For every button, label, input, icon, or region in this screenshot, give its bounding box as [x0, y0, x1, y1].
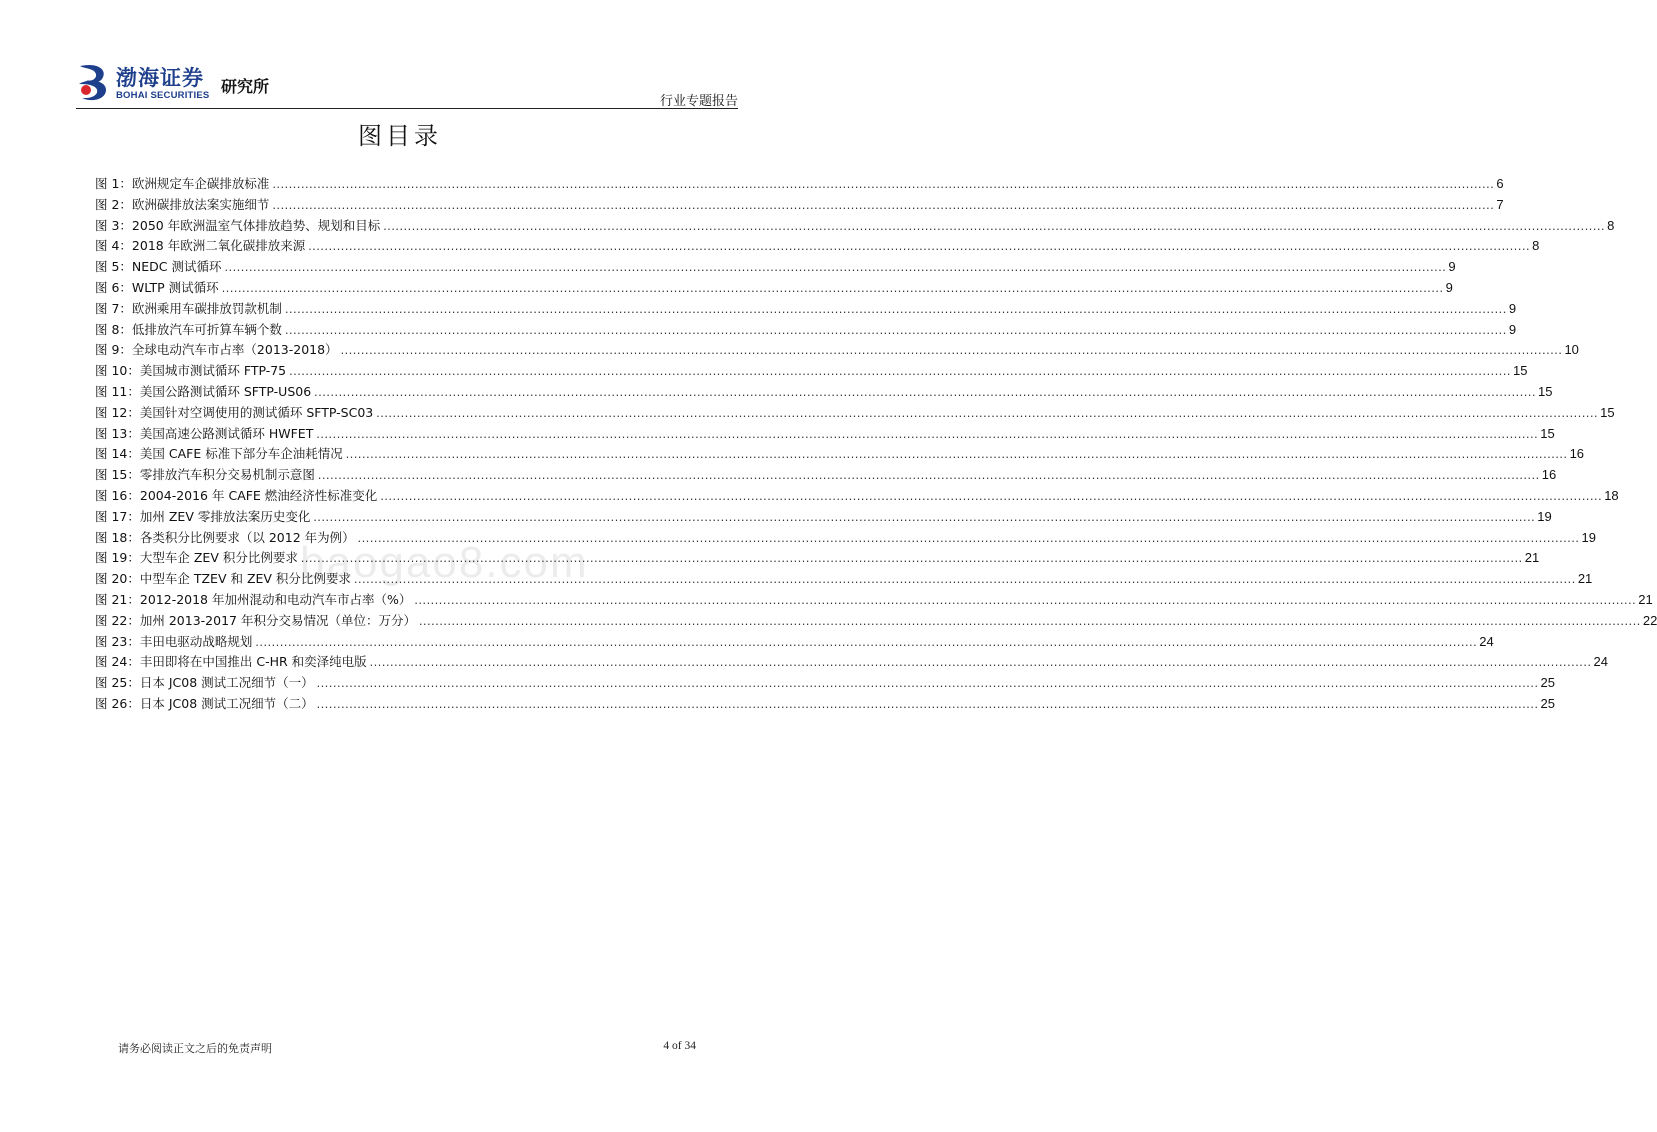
toc-entry-page: 15 — [1538, 383, 1553, 399]
toc-dot-leader: ............................................................................................................................................................................................................................................................................................................ — [289, 364, 1512, 379]
toc-entry-title: 图 23：丰田电驱动战略规划 — [95, 633, 253, 649]
toc-entry-title: 图 4：2018 年欧洲二氧化碳排放来源 — [95, 238, 306, 254]
figure-list — [95, 174, 1657, 715]
toc-entry[interactable] — [95, 382, 1553, 403]
toc-dot-leader: ............................................................................................................................................................................................................................................................................................................ — [255, 634, 1478, 649]
toc-entry-title: 图 7：欧洲乘用车碳排放罚款机制 — [95, 300, 282, 316]
toc-entry-title: 图 16：2004-2016 年 CAFE 燃油经济性标准变化 — [95, 487, 378, 503]
toc-entry[interactable] — [95, 340, 1579, 361]
toc-entry-page: 22 — [1642, 612, 1657, 628]
page-indicator: 4 of 34 — [663, 1040, 696, 1052]
toc-entry-title: 图 17：加州 ZEV 零排放法案历史变化 — [95, 508, 311, 524]
toc-entry-title: 图 2：欧洲碳排放法案实施细节 — [95, 196, 270, 212]
toc-entry[interactable] — [95, 652, 1608, 673]
page-title: 图目录 — [358, 122, 442, 150]
toc-dot-leader: ............................................................................................................................................................................................................................................................................................................ — [369, 655, 1592, 670]
header-divider — [76, 108, 738, 109]
toc-entry[interactable] — [95, 548, 1540, 569]
toc-dot-leader: ............................................................................................................................................................................................................................................................................................................ — [340, 343, 1563, 358]
toc-entry-title: 图 10：美国城市测试循环 FTP-75 — [95, 363, 287, 379]
toc-entry-page: 15 — [1513, 363, 1528, 379]
toc-entry[interactable] — [95, 694, 1555, 715]
toc-entry[interactable] — [95, 444, 1585, 465]
toc-entry-title: 图 12：美国针对空调使用的测试循环 SFTP-SC03 — [95, 404, 374, 420]
toc-dot-leader: ............................................................................................................................................................................................................................................................................................................ — [300, 551, 1523, 566]
toc-entry[interactable] — [95, 216, 1615, 237]
page-header — [76, 58, 738, 110]
toc-entry[interactable] — [95, 611, 1657, 632]
logo-english-name: BOHAI SECURITIES — [116, 90, 210, 101]
toc-entry-title: 图 6：WLTP 测试循环 — [95, 279, 219, 295]
toc-entry-title: 图 5：NEDC 测试循环 — [95, 259, 222, 275]
toc-entry-title: 图 11：美国公路测试循环 SFTP-US06 — [95, 383, 312, 399]
toc-dot-leader: ............................................................................................................................................................................................................................................................................................................ — [345, 447, 1568, 462]
toc-entry[interactable] — [95, 257, 1456, 278]
toc-entry-page: 19 — [1581, 529, 1596, 545]
toc-entry-page: 8 — [1607, 217, 1615, 233]
toc-dot-leader: ............................................................................................................................................................................................................................................................................................................ — [272, 177, 1495, 191]
toc-entry-title: 图 1：欧洲规定车企碳排放标准 — [95, 176, 270, 191]
toc-entry[interactable] — [95, 236, 1540, 257]
toc-entry[interactable] — [95, 403, 1615, 424]
toc-entry[interactable] — [95, 195, 1504, 216]
institute-label: 研究所 — [221, 77, 270, 96]
toc-entry-title: 图 22：加州 2013-2017 年积分交易情况（单位：万分） — [95, 612, 416, 628]
toc-entry[interactable] — [95, 632, 1494, 653]
toc-entry-page: 24 — [1593, 654, 1608, 670]
toc-dot-leader: ............................................................................................................................................................................................................................................................................................................ — [221, 280, 1444, 295]
toc-entry-page: 10 — [1564, 342, 1579, 358]
toc-dot-leader: ............................................................................................................................................................................................................................................................................................................ — [284, 301, 1507, 316]
toc-entry-page: 21 — [1524, 550, 1540, 566]
toc-dot-leader: ............................................................................................................................................................................................................................................................................................................ — [224, 260, 1447, 275]
toc-dot-leader: ............................................................................................................................................................................................................................................................................................................ — [317, 468, 1540, 483]
toc-entry-page: 9 — [1508, 300, 1517, 316]
toc-entry-title: 图 8：低排放汽车可折算车辆个数 — [95, 321, 282, 337]
logo-chinese-name: 渤海证券 — [116, 66, 204, 90]
toc-dot-leader: ............................................................................................................................................................................................................................................................................................................ — [284, 322, 1507, 337]
toc-entry-page: 25 — [1540, 695, 1555, 711]
toc-entry-page: 19 — [1537, 508, 1552, 524]
toc-entry-title: 图 13：美国高速公路测试循环 HWFET — [95, 425, 314, 441]
toc-entry-page: 25 — [1540, 675, 1555, 691]
toc-dot-leader: ............................................................................................................................................................................................................................................................................................................ — [308, 239, 1531, 254]
toc-dot-leader: ............................................................................................................................................................................................................................................................................................................ — [380, 488, 1603, 503]
toc-entry-page: 18 — [1604, 487, 1619, 503]
toc-entry-page: 15 — [1540, 425, 1555, 441]
toc-entry-page: 8 — [1532, 238, 1540, 254]
toc-entry-title: 图 21：2012-2018 年加州混动和电动汽车市占率（%） — [95, 591, 412, 607]
toc-entry-page: 6 — [1496, 176, 1504, 191]
toc-entry[interactable] — [95, 569, 1593, 590]
toc-entry[interactable] — [95, 278, 1453, 299]
toc-entry[interactable] — [95, 590, 1653, 611]
disclaimer-note: 请务必阅读正文之后的免责声明 — [118, 1042, 272, 1055]
toc-dot-leader: ............................................................................................................................................................................................................................................................................................................ — [383, 218, 1606, 233]
toc-dot-leader: ............................................................................................................................................................................................................................................................................................................ — [418, 613, 1641, 628]
toc-dot-leader: ............................................................................................................................................................................................................................................................................................................ — [316, 676, 1539, 691]
toc-dot-leader: ............................................................................................................................................................................................................................................................................................................ — [357, 530, 1580, 545]
toc-entry[interactable] — [95, 507, 1552, 528]
toc-entry[interactable] — [95, 361, 1528, 382]
toc-entry-page: 15 — [1600, 404, 1615, 420]
report-type: 行业专题报告 — [659, 94, 738, 109]
toc-entry-title: 图 18：各类积分比例要求（以 2012 年为例） — [95, 529, 355, 545]
toc-entry[interactable] — [95, 424, 1555, 445]
toc-entry-title: 图 19：大型车企 ZEV 积分比例要求 — [95, 550, 298, 566]
toc-entry-title: 图 24：丰田即将在中国推出 C-HR 和奕泽纯电版 — [95, 654, 367, 670]
toc-entry-page: 9 — [1445, 279, 1453, 295]
toc-dot-leader: ............................................................................................................................................................................................................................................................................................................ — [376, 405, 1599, 420]
toc-entry-title: 图 25：日本 JC08 测试工况细节（一） — [95, 675, 314, 691]
toc-dot-leader: ............................................................................................................................................................................................................................................................................................................ — [353, 572, 1576, 587]
toc-dot-leader: ............................................................................................................................................................................................................................................................................................................ — [313, 509, 1536, 524]
toc-entry-title: 图 15：零排放汽车积分交易机制示意图 — [95, 467, 315, 483]
toc-entry-title: 图 9：全球电动汽车市占率（2013-2018） — [95, 342, 338, 358]
toc-entry-title: 图 20：中型车企 TZEV 和 ZEV 积分比例要求 — [95, 571, 351, 587]
toc-entry-page: 21 — [1638, 591, 1653, 607]
toc-dot-leader: ............................................................................................................................................................................................................................................................................................................ — [316, 426, 1539, 441]
watermark: baogao8.com — [300, 538, 589, 587]
toc-entry-page: 7 — [1496, 196, 1504, 212]
toc-entry-page: 9 — [1448, 259, 1456, 275]
toc-entry-title: 图 26：日本 JC08 测试工况细节（二） — [95, 695, 314, 711]
toc-entry[interactable] — [95, 299, 1517, 320]
bohai-logo-icon — [76, 62, 110, 102]
toc-entry-page: 16 — [1569, 446, 1585, 462]
toc-entry-page: 21 — [1577, 571, 1593, 587]
toc-entry-title: 图 14：美国 CAFE 标准下部分车企油耗情况 — [95, 446, 343, 462]
toc-entry-title: 图 3：2050 年欧洲温室气体排放趋势、规划和目标 — [95, 217, 381, 233]
toc-dot-leader: ............................................................................................................................................................................................................................................................................................................ — [316, 696, 1539, 711]
toc-entry[interactable] — [95, 320, 1517, 341]
toc-entry[interactable] — [95, 465, 1557, 486]
toc-entry[interactable] — [95, 174, 1504, 195]
toc-entry-page: 9 — [1508, 321, 1517, 337]
toc-entry[interactable] — [95, 486, 1619, 507]
toc-entry[interactable] — [95, 673, 1555, 694]
toc-dot-leader: ............................................................................................................................................................................................................................................................................................................ — [272, 197, 1495, 212]
toc-entry[interactable] — [95, 528, 1596, 549]
toc-dot-leader: ............................................................................................................................................................................................................................................................................................................ — [314, 384, 1537, 399]
toc-dot-leader: ............................................................................................................................................................................................................................................................................................................ — [414, 592, 1637, 607]
toc-entry-page: 24 — [1479, 633, 1494, 649]
toc-entry-page: 16 — [1541, 467, 1557, 483]
